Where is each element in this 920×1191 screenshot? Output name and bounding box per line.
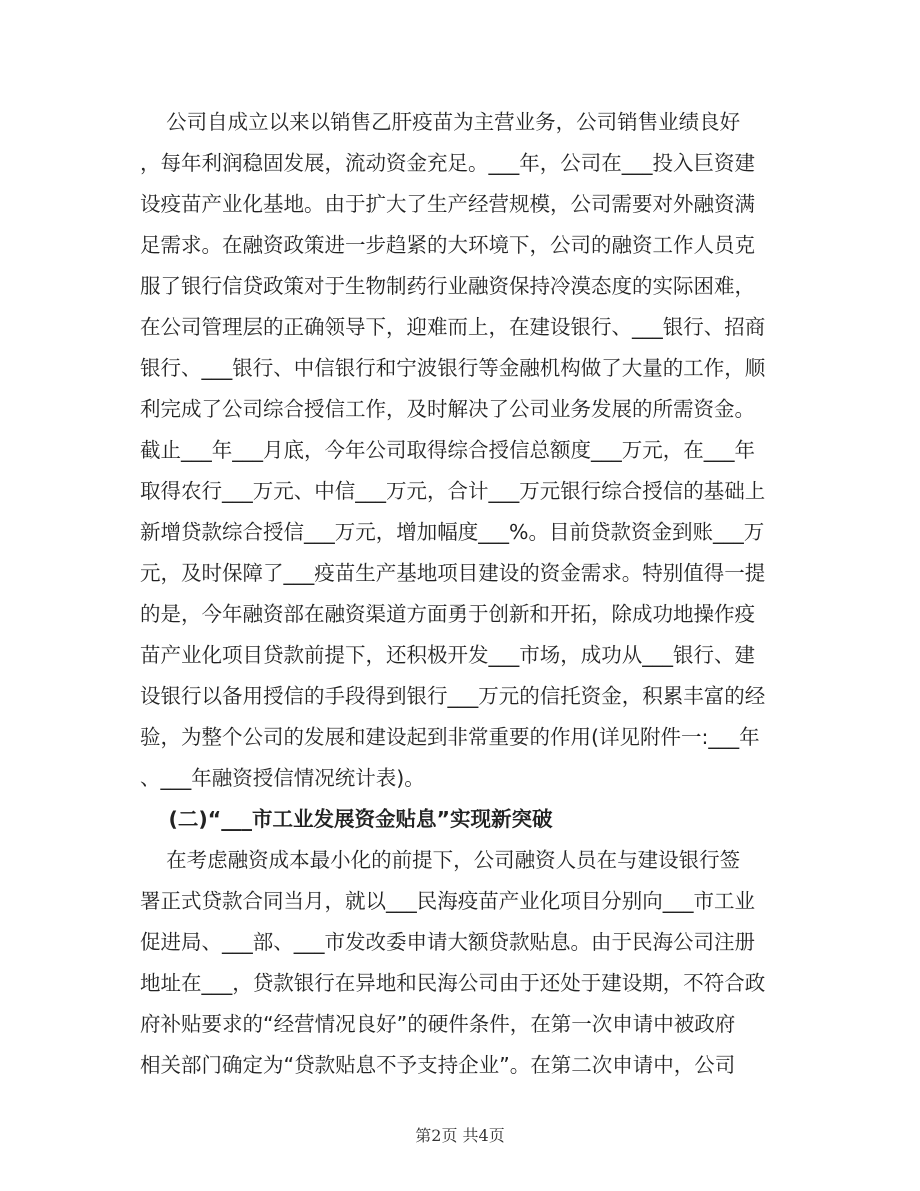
- text-line: 署正式贷款合同当月，就以___民海疫苗产业化项目分别向___市工业: [140, 889, 755, 913]
- text-line: 设银行以备用授信的手段得到银行___万元的信托资金，积累丰富的经: [140, 684, 766, 708]
- section-heading: (二)“___市工业发展资金贴息”实现新突破: [140, 807, 553, 831]
- text-line: 的是，今年融资部在融资渠道方面勇于创新和开拓，除成功地操作疫: [140, 602, 755, 626]
- text-line: 苗产业化项目贷款前提下，还积极开发___市场，成功从___银行、建: [140, 643, 755, 667]
- document-body: [140, 102, 780, 1086]
- text-line: 元，及时保障了___疫苗生产基地项目建设的资金需求。特别值得一提: [140, 561, 766, 585]
- text-line: 设疫苗产业化基地。由于扩大了生产经营规模，公司需要对外融资满: [140, 192, 755, 216]
- text-line: 公司自成立以来以销售乙肝疫苗为主营业务，公司销售业绩良好: [140, 110, 741, 134]
- text-line: 取得农行___万元、中信___万元，合计___万元银行综合授信的基础上: [140, 479, 766, 503]
- text-line: 银行、___银行、中信银行和宁波银行等金融机构做了大量的工作，顺: [140, 356, 766, 380]
- text-line: 相关部门确定为“贷款贴息不予支持企业”。在第二次申请中，公司: [140, 1053, 736, 1077]
- text-line: 截止___年___月底，今年公司取得综合授信总额度___万元，在___年: [140, 438, 755, 462]
- text-line: 在公司管理层的正确领导下，迎难而上，在建设银行、___银行、招商: [140, 315, 766, 339]
- text-line: ，每年利润稳固发展，流动资金充足。___年，公司在___投入巨资建: [140, 151, 755, 175]
- page-number: 第2页 共4页: [415, 1126, 505, 1145]
- text-line: 促进局、___部、___市发改委申请大额贷款贴息。由于民海公司注册: [140, 930, 755, 954]
- text-line: 地址在___，贷款银行在异地和民海公司由于还处于建设期，不符合政: [140, 971, 766, 995]
- text-line: 服了银行信贷政策对于生物制药行业融资保持冷漠态度的实际困难，: [140, 274, 755, 298]
- text-line: 、___年融资授信情况统计表)。: [140, 766, 425, 790]
- text-line: 府补贴要求的“经营情况良好”的硬件条件，在第一次申请中被政府: [140, 1012, 736, 1036]
- text-line: 验，为整个公司的发展和建设起到非常重要的作用(详见附件一:___年: [140, 725, 760, 749]
- text-line: 在考虑融资成本最小化的前提下，公司融资人员在与建设银行签: [140, 848, 741, 872]
- text-line: 利完成了公司综合授信工作，及时解决了公司业务发展的所需资金。: [140, 397, 755, 421]
- text-line: 新增贷款综合授信___万元，增加幅度___%。目前贷款资金到账___万: [140, 520, 765, 544]
- text-line: 足需求。在融资政策进一步趋紧的大环境下，公司的融资工作人员克: [140, 233, 755, 257]
